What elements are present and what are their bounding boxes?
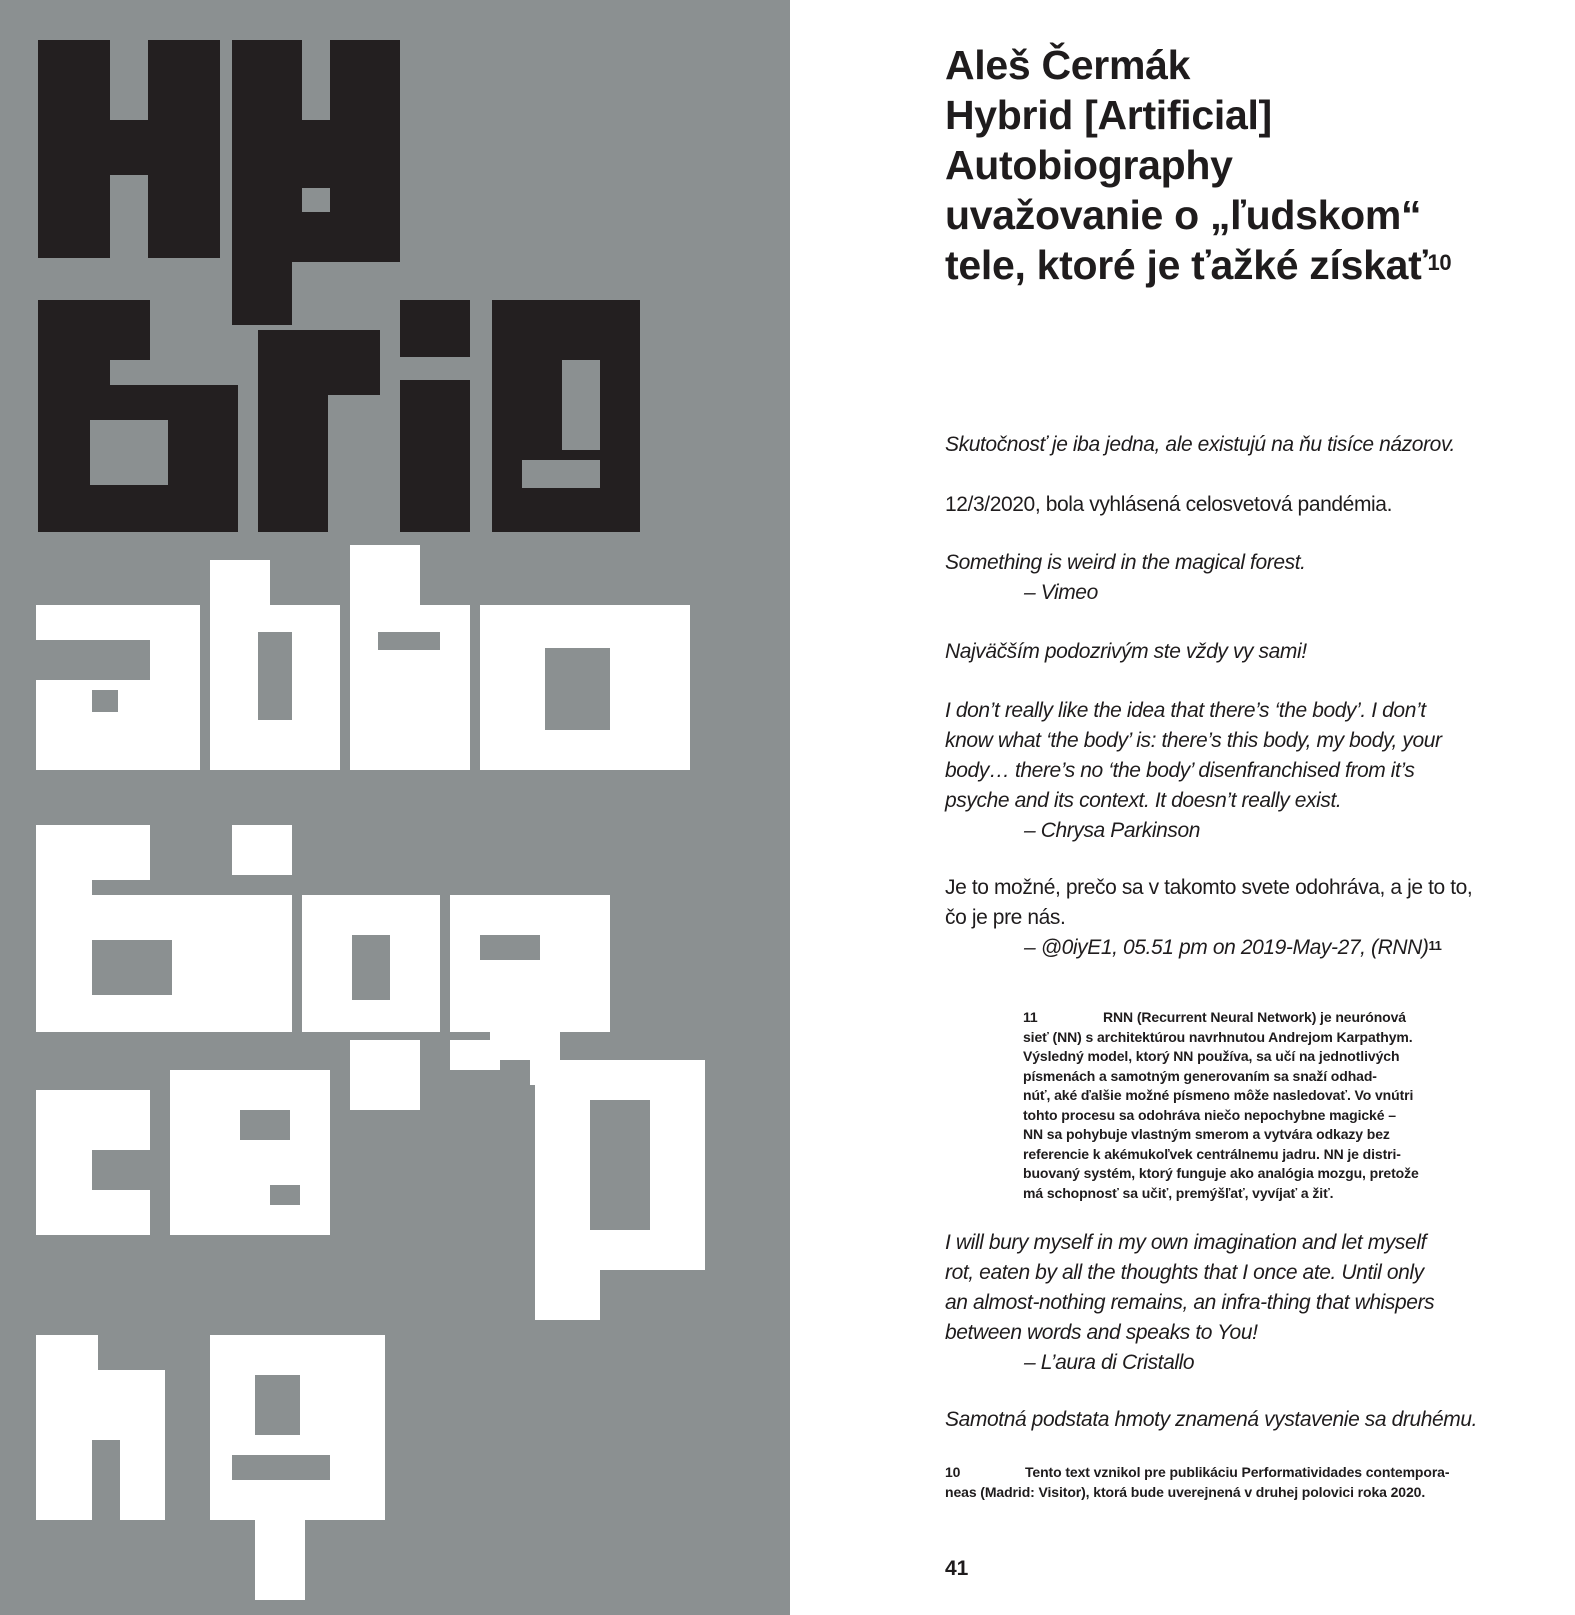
- article-title: [945, 40, 1565, 290]
- quote-cristallo-attribution: – L’aura di Cristallo: [1024, 1351, 1195, 1374]
- lettering-word-ra: [36, 1040, 500, 1235]
- quote-parkinson-line: I don’t really like the idea that there’s ‘the body’. I don’t: [945, 699, 1426, 722]
- quote-cristallo-line: between words and speaks to You!: [945, 1321, 1258, 1344]
- quote-vimeo: [945, 548, 1545, 608]
- quote-parkinson-line: know what ‘the body’ is: there’s this body, my body, your: [945, 729, 1442, 752]
- footnote-10-first-line: Tento text vznikol pre publikáciu Performatividades contempora-: [1025, 1464, 1450, 1480]
- quote-cristallo: [945, 1228, 1545, 1378]
- footnote-11-line: buovaný systém, ktorý funguje ako analógia mozgu, pretože: [1023, 1165, 1419, 1181]
- footnote-11-line: NN sa pohybuje vlastným smerom a vytvára odkazy bez: [1023, 1126, 1390, 1142]
- footnote-11-line: má schopnosť sa učiť, premýšľať, vyvíjať a žiť.: [1023, 1184, 1334, 1201]
- title-author: Aleš Čermák: [945, 42, 1191, 88]
- quote-parkinson-line: psyche and its context. It doesn’t really exist.: [945, 789, 1342, 812]
- quote-cristallo-line: I will bury myself in my own imagination and let myself: [945, 1231, 1427, 1254]
- title-line-2: Hybrid [Artificial]: [945, 92, 1272, 138]
- quote-rnn-line: Je to možné, prečo sa v takomto svete odohráva, a je to to,: [945, 876, 1473, 899]
- quote-rnn-attribution-text: – @0iyE1, 05.51 pm on 2019-May-27, (RNN): [1024, 936, 1429, 959]
- title-line-4: uvažovanie o „ľudskom“: [945, 192, 1422, 238]
- quote-rnn-attribution: [945, 933, 1545, 963]
- quote-rnn: [945, 873, 1545, 963]
- lettering-word-hy-bottom: [36, 1335, 385, 1600]
- lettering-word-auto: [36, 545, 690, 770]
- footnote-11-line: písmenách a samotným generovaním sa snaží odhad-: [1023, 1067, 1377, 1084]
- quote-vimeo-attribution: – Vimeo: [1024, 581, 1098, 604]
- quote-vimeo-text: Something is weird in the magical forest.: [945, 551, 1306, 574]
- footnote-11-number: 11: [1023, 1009, 1038, 1025]
- footnote-11-first-line: RNN (Recurrent Neural Network) je neurónová: [1103, 1009, 1406, 1025]
- title-line-3: Autobiography: [945, 142, 1233, 188]
- lettering-word-p: [535, 1060, 705, 1320]
- title-line-5-text: tele, ktoré je ťažké získať: [945, 242, 1428, 288]
- footnote-10-number: 10: [945, 1464, 961, 1480]
- page-number: 41: [945, 1557, 969, 1580]
- title-footnote-ref: 10: [1427, 250, 1452, 275]
- quote-cristallo-line: rot, eaten by all the thoughts that I once ate. Until only: [945, 1261, 1424, 1284]
- footnote-11-ref: 11: [1428, 938, 1442, 953]
- title-line-5: [945, 240, 1565, 290]
- paragraph-1: Skutočnosť je iba jedna, ale existujú na ňu tisíce názorov.: [945, 433, 1455, 456]
- lettering-word-biog: [36, 825, 610, 1085]
- footnote-11-line: núť, aké ďalšie možné písmeno môže nasledovať. Vo vnútri: [1023, 1087, 1414, 1103]
- footnote-11-line: tohto procesu sa odohráva niečo nepochybne magické –: [1023, 1106, 1396, 1123]
- paragraph-8: Samotná podstata hmoty znamená vystavenie sa druhému.: [945, 1408, 1478, 1431]
- paragraph-2: 12/3/2020, bola vyhlásená celosvetová pandémia.: [945, 493, 1393, 516]
- footnote-11-line: Výsledný model, ktorý NN používa, sa učí na jednotlivých: [1023, 1048, 1400, 1064]
- lettering-word-brid: [38, 300, 640, 532]
- footnote-11-line: referencie k akémukoľvek centrálnemu jadru. NN je distri-: [1023, 1145, 1401, 1162]
- quote-parkinson: [945, 696, 1545, 846]
- footnote-11-line: [1023, 1008, 1523, 1028]
- footnote-10-line: neas (Madrid: Visitor), ktorá bude uverejnená v druhej polovici roka 2020.: [945, 1483, 1426, 1500]
- quote-rnn-line: čo je pre nás.: [945, 906, 1066, 929]
- footnote-10-line: [945, 1463, 1555, 1483]
- quote-parkinson-line: body… there’s no ‘the body’ disenfranchised from it’s: [945, 759, 1415, 782]
- lettering-word-hy: [38, 40, 400, 325]
- quote-cristallo-line: an almost-nothing remains, an infra-thing that whispers: [945, 1291, 1435, 1314]
- paragraph-4: Najväčším podozrivým ste vždy vy sami!: [945, 640, 1307, 663]
- article-page: [790, 0, 1575, 1615]
- footnote-11: [1023, 1008, 1523, 1203]
- footnote-10: [945, 1463, 1555, 1502]
- footnote-11-line: sieť (NN) s architektúrou navrhnutou Andrejom Karpathym.: [1023, 1028, 1413, 1045]
- quote-parkinson-attribution: – Chrysa Parkinson: [1024, 819, 1201, 842]
